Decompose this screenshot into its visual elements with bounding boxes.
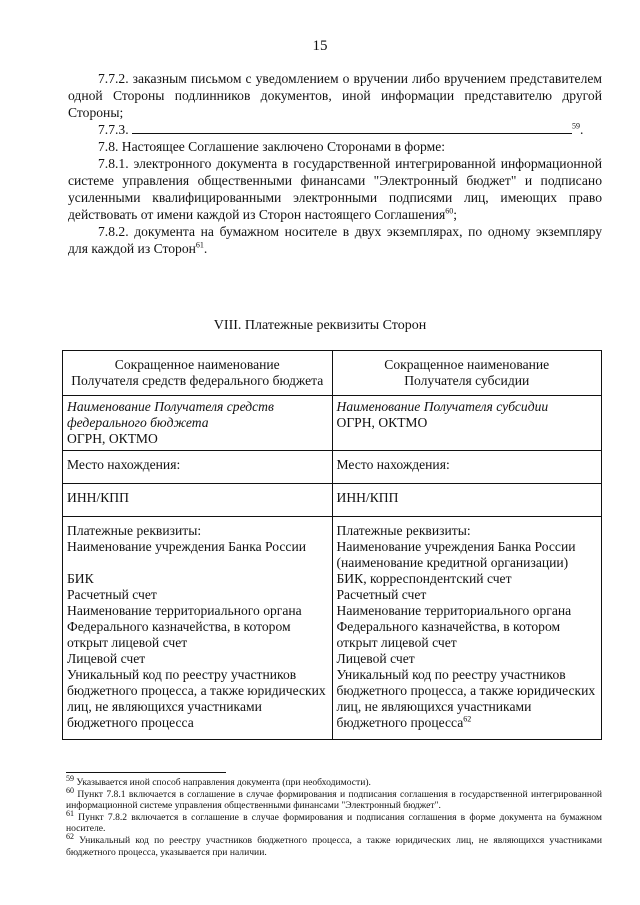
left-payment-line: Уникальный код по реестру участников бюджетного процесса, а также юридических лиц, не являющихся участниками бюджетного процесса — [67, 667, 326, 730]
footnotes — [66, 773, 602, 858]
right-payment-line: Наименование территориального органа Федерального казначейства, в котором открыт лицевой счет — [336, 603, 572, 650]
footnote-ref-61: 61 — [195, 240, 204, 250]
right-inn-cell: ИНН/КПП — [332, 484, 602, 517]
left-payment-line: Лицевой счет — [67, 651, 146, 666]
table-row — [63, 451, 602, 484]
left-header-cell — [63, 351, 333, 396]
clause-7-8-2-end: . — [203, 241, 208, 256]
left-header-line: Получателя средств федерального бюджета — [71, 373, 324, 388]
footnote-number: 62 — [66, 831, 74, 841]
right-payment-line: Лицевой счет — [336, 651, 415, 666]
footnote-text: Уникальный код по реестру участников бюджетного процесса, а также юридических лиц, не являющихся участниками бюджетного процесса, указывается при наличии. — [66, 834, 602, 858]
right-payment-cell — [332, 517, 602, 740]
footnote-number: 61 — [66, 808, 74, 818]
clause-7-8-1-text: 7.8.1. электронного документа в государственной интегрированной информационной системе управления общественными финансами "Электронный бюджет" и подписано усиленными квалифицированными электронными подписями лиц, имеющих право действовать от имени каждой из Сторон настоящего Соглашения — [68, 156, 602, 222]
left-payment-line: Наименование учреждения Банка России — [67, 539, 307, 554]
clause-7-8-2 — [68, 223, 602, 257]
right-header-line: Сокращенное наименование — [384, 357, 550, 372]
footnote-divider — [66, 772, 226, 773]
clause-7-8-1 — [68, 155, 602, 223]
left-payment-cell — [63, 517, 333, 740]
left-recipient-name: Наименование Получателя средств федерального бюджета — [67, 399, 274, 430]
clause-7-7-3-label: 7.7.3. — [98, 122, 129, 137]
right-payment-unique-code: Уникальный код по реестру участников бюджетного процесса, а также юридических лиц, не являющихся участниками бюджетного процесса — [336, 667, 596, 730]
table-row — [63, 351, 602, 396]
right-header-cell — [332, 351, 602, 396]
footnote-number: 59 — [66, 773, 74, 783]
footnote-text: Указывается иной способ направления документа (при необходимости). — [74, 777, 371, 788]
footnote-text: Пункт 7.8.2 включается в соглашение в случае формирования и подписания соглашения в форме документа на бумажном носителе. — [66, 811, 602, 835]
page-number: 15 — [312, 38, 328, 54]
clause-7-7-3 — [68, 121, 602, 138]
right-name-cell — [332, 396, 602, 451]
footnote-text: Пункт 7.8.1 включается в соглашение в случае формирования и подписания соглашения в государственной интегрированной информационной системе управления общественными финансами "Электронный бюджет". — [66, 788, 602, 812]
footnote-number: 60 — [66, 785, 74, 795]
left-name-cell — [63, 396, 333, 451]
clause-7-8: 7.8. Настоящее Соглашение заключено Сторонами в форме: — [98, 139, 446, 154]
left-payment-line — [67, 555, 328, 571]
right-payment-line: Расчетный счет — [336, 587, 427, 602]
right-payment-line: Наименование учреждения Банка России — [336, 539, 576, 554]
left-ogrn-oktmo: ОГРН, ОКТМО — [67, 431, 158, 446]
footnote-item — [66, 808, 602, 835]
right-payment-line: Платежные реквизиты: — [336, 523, 471, 538]
footnote-item — [66, 773, 602, 789]
right-payment-line: БИК, корреспондентский счет — [336, 571, 512, 586]
footnote-ref-62: 62 — [463, 714, 472, 724]
left-header-line: Сокращенное наименование — [114, 357, 280, 372]
footnote-ref-59: 59 — [572, 121, 580, 131]
left-inn-cell: ИНН/КПП — [63, 484, 333, 517]
footnote-item — [66, 785, 602, 812]
table-row — [63, 484, 602, 517]
left-payment-line: Расчетный счет — [67, 587, 157, 602]
left-payment-line: БИК — [67, 571, 94, 586]
clause-7-8-2-text: 7.8.2. документа на бумажном носителе в двух экземплярах, по одному экземпляру для каждой из Сторон — [68, 224, 602, 256]
right-recipient-name: Наименование Получателя субсидии — [336, 399, 549, 414]
right-payment-line — [337, 667, 598, 731]
requisites-table — [62, 350, 602, 740]
agreement-body — [68, 70, 602, 257]
footnote-ref-60: 60 — [445, 206, 454, 216]
left-payment-line: Платежные реквизиты: — [67, 523, 202, 538]
clause-7-8-1-end: ; — [453, 207, 458, 222]
right-ogrn-oktmo: ОГРН, ОКТМО — [336, 415, 428, 430]
table-row — [63, 517, 602, 740]
right-payment-line: (наименование кредитной организации) — [336, 555, 569, 570]
table-row — [63, 396, 602, 451]
left-location-cell: Место нахождения: — [63, 451, 333, 484]
clause-7-7-3-end: . — [580, 122, 584, 137]
left-payment-line: Наименование территориального органа Федерального казначейства, в котором открыт лицевой счет — [67, 603, 302, 650]
right-location-cell: Место нахождения: — [332, 451, 602, 484]
clause-7-7-2: 7.7.2. заказным письмом с уведомлением о вручении либо вручением представителем одной Стороны подлинников документов, иной информации представителю другой Стороны; — [68, 71, 602, 120]
section-title: VIII. Платежные реквизиты Сторон — [213, 318, 427, 333]
right-header-line: Получателя субсидии — [404, 373, 530, 388]
clause-7-7-3-blank-line — [132, 121, 572, 134]
footnote-item — [66, 831, 602, 858]
